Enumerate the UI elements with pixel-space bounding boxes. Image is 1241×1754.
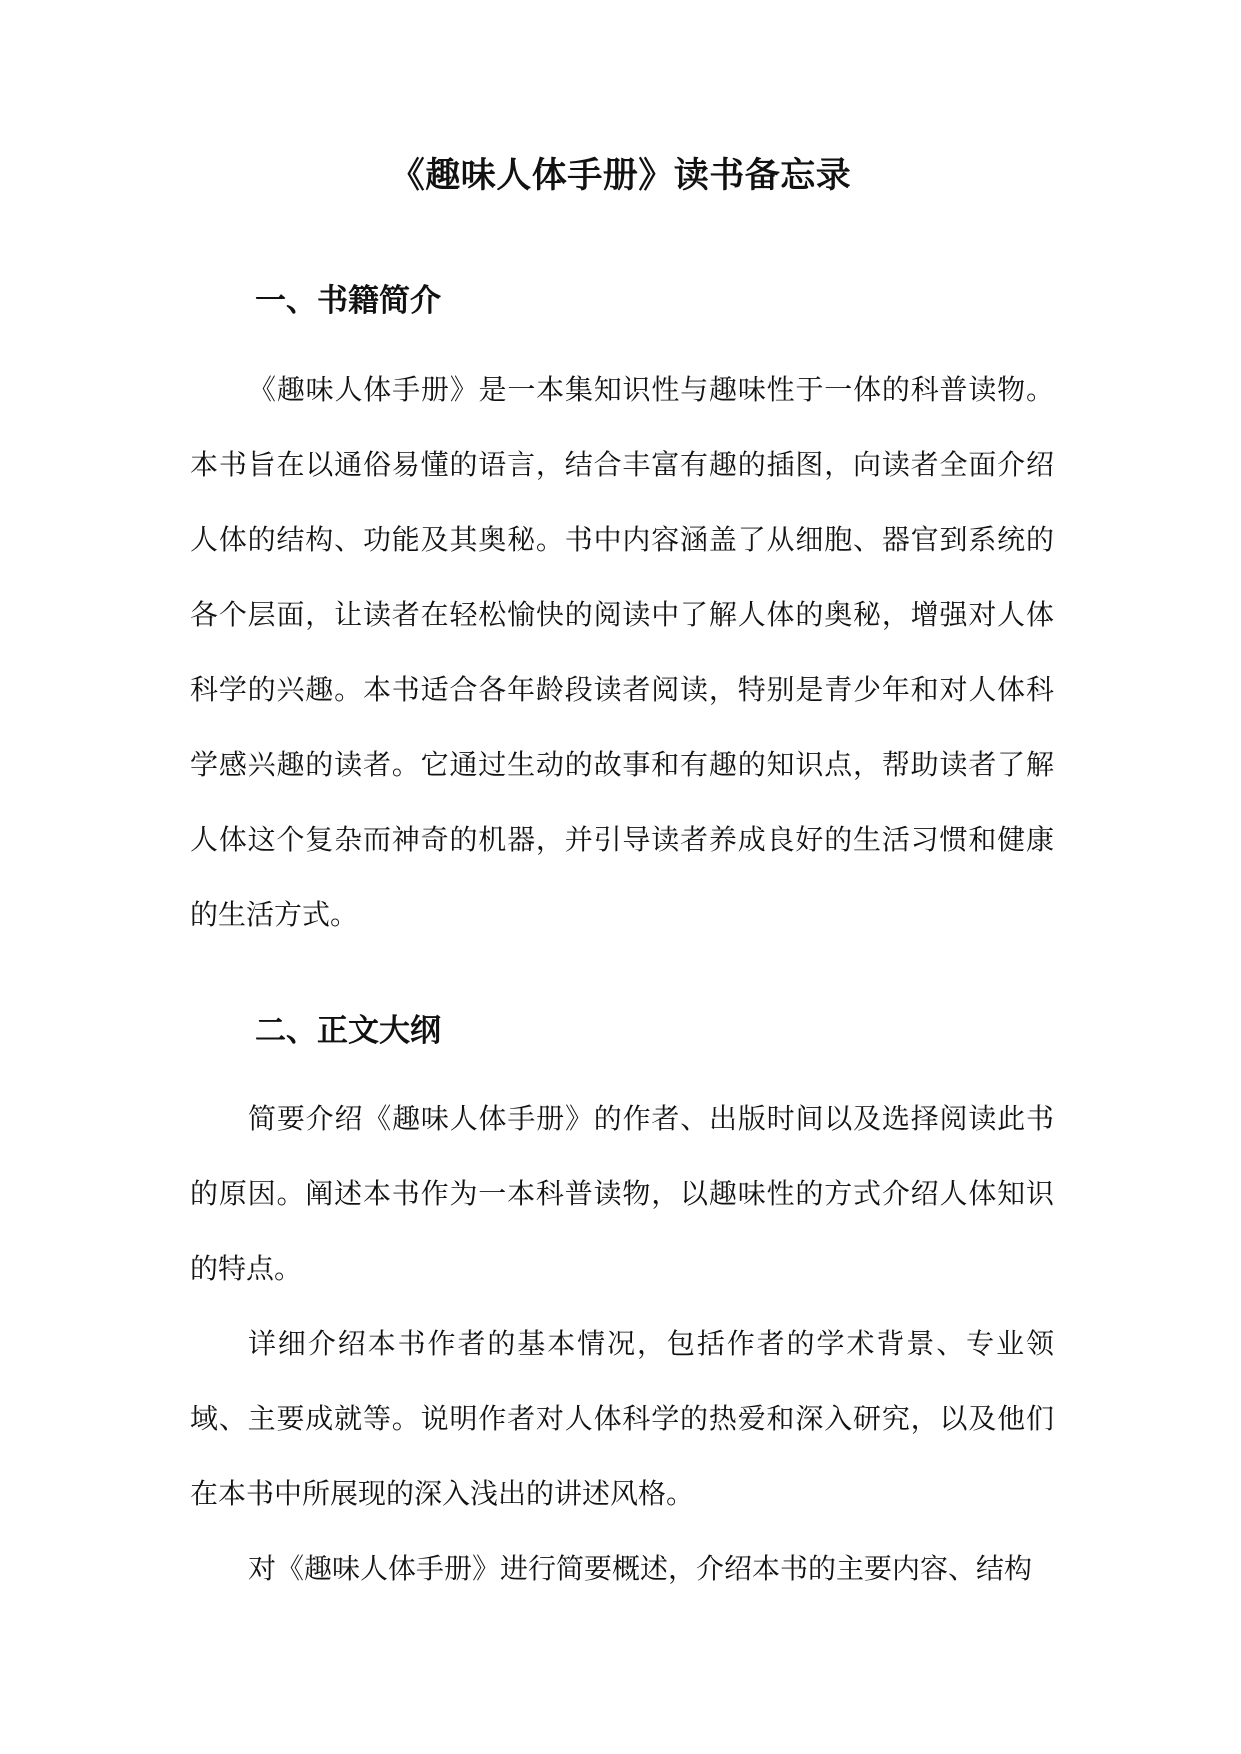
document-title: 《趣味人体手册》读书备忘录: [389, 155, 852, 196]
outline-paragraph-1: 简要介绍《趣味人体手册》的作者、出版时间以及选择阅读此书的原因。阐述本书作为一本科普读物，以趣味性的方式介绍人体知识的特点。: [190, 1102, 1054, 1285]
outline-paragraph-2: 详细介绍本书作者的基本情况，包括作者的学术背景、专业领域、主要成就等。说明作者对人体科学的热爱和深入研究，以及他们在本书中所展现的深入浅出的讲述风格。: [190, 1327, 1054, 1510]
outline-paragraph-3: 对《趣味人体手册》进行简要概述，介绍本书的主要内容、结构: [248, 1552, 1033, 1585]
section-heading-intro: 一、书籍简介: [255, 283, 441, 319]
intro-paragraph: 《趣味人体手册》是一本集知识性与趣味性于一体的科普读物。本书旨在以通俗易懂的语言，结合丰富有趣的插图，向读者全面介绍人体的结构、功能及其奥秘。书中内容涵盖了从细胞、器官到系统的各个层面，让读者在轻松愉快的阅读中了解人体的奥秘，增强对人体科学的兴趣。本书适合各年龄段读者阅读，特别是青少年和对人体科学感兴趣的读者。它通过生动的故事和有趣的知识点，帮助读者了解人体这个复杂而神奇的机器，并引导读者养成良好的生活习惯和健康的生活方式。: [190, 373, 1054, 931]
section-heading-outline: 二、正文大纲: [255, 1013, 441, 1049]
